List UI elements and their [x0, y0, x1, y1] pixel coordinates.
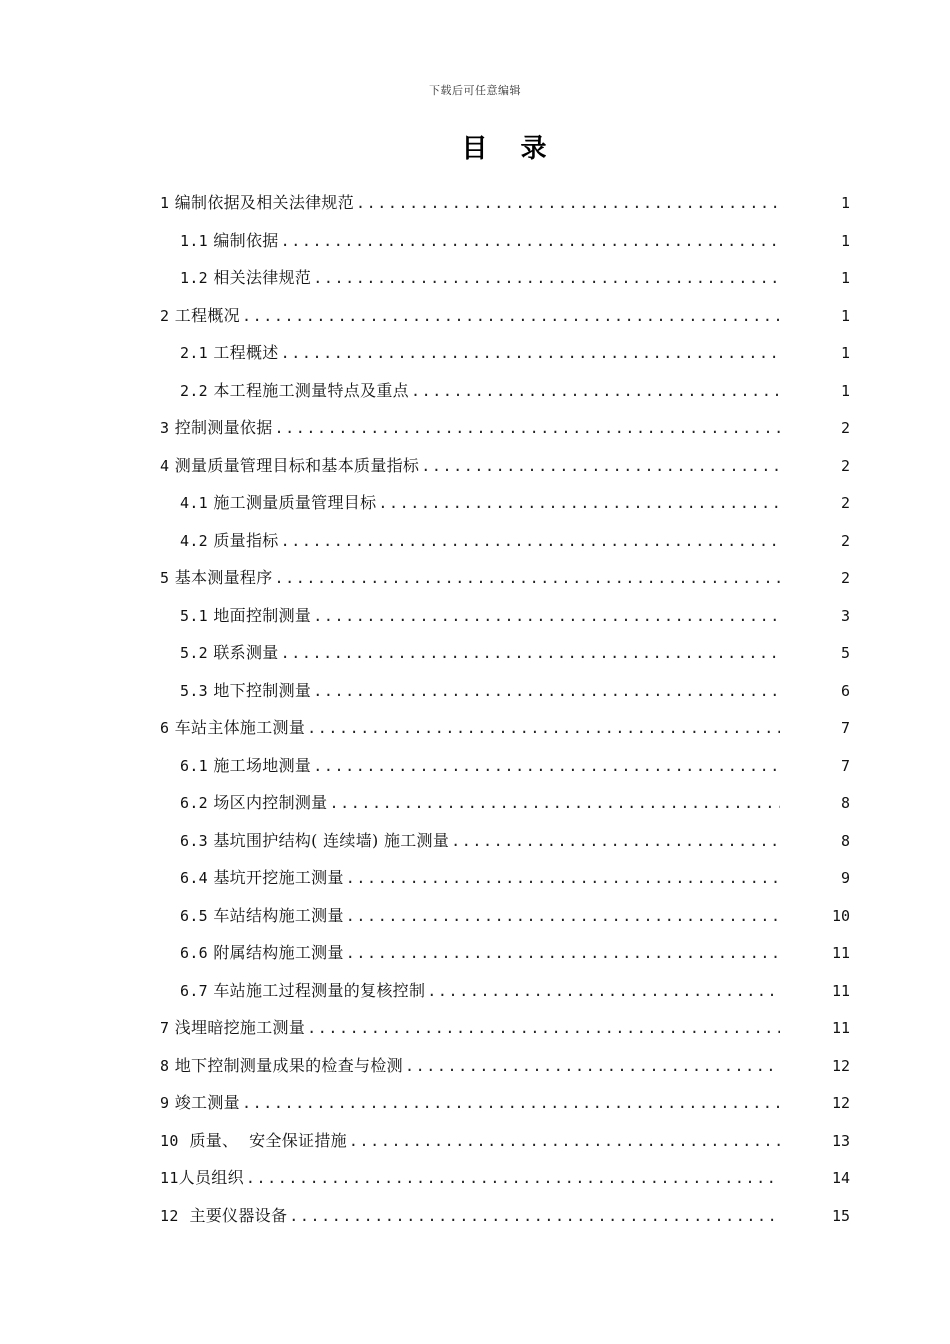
toc-entry-page: 7: [840, 719, 850, 737]
toc-list: [160, 184, 850, 1234]
toc-entry-page: 6: [840, 681, 850, 700]
toc-entry-title: [180, 634, 279, 673]
toc-entry-title: [160, 709, 305, 748]
toc-entry-page: 1: [840, 381, 850, 400]
dot-leader: [275, 410, 780, 448]
toc-entry-number: 6.6: [180, 944, 208, 962]
toc-entry-number: 5.1: [180, 606, 208, 625]
toc-entry-title: [180, 822, 449, 861]
toc-entry-text: 质量指标: [208, 530, 279, 550]
dot-leader: [346, 935, 780, 973]
dot-leader: [451, 823, 780, 861]
toc-entry[interactable]: [160, 672, 850, 710]
toc-entry-page: 8: [840, 831, 850, 850]
toc-entry[interactable]: [160, 784, 850, 822]
toc-entry-title: [180, 897, 344, 936]
toc-entry-text: 车站主体施工测量: [169, 718, 306, 737]
toc-entry-number: 6.7: [180, 981, 208, 1000]
toc-entry-text: 施工测量质量管理目标: [208, 493, 377, 512]
toc-entry[interactable]: [160, 334, 850, 372]
toc-entry-title: [160, 1159, 244, 1198]
toc-entry-title: [160, 1084, 240, 1123]
toc-entry-title: [160, 447, 419, 486]
toc-entry-title: [180, 222, 279, 261]
toc-entry[interactable]: [160, 597, 850, 635]
toc-entry-page: 13: [831, 1131, 850, 1150]
toc-title: 目 录: [461, 134, 559, 164]
toc-entry-page: 9: [840, 869, 850, 887]
toc-entry-text: 地面控制测量: [208, 605, 312, 625]
dot-leader: [281, 223, 780, 261]
toc-entry-page: 11: [831, 981, 850, 1000]
toc-entry-number: 10: [160, 1131, 179, 1150]
toc-entry-number: 4: [160, 456, 170, 475]
toc-entry-page: 2: [840, 494, 850, 512]
toc-entry-page: 5: [840, 644, 850, 662]
toc-entry[interactable]: [160, 222, 850, 260]
toc-entry-title: [180, 259, 311, 298]
toc-entry-title: [180, 784, 328, 823]
toc-entry-number: 11: [160, 1169, 179, 1187]
toc-entry-page: 2: [840, 569, 850, 587]
toc-entry-title: [160, 409, 273, 448]
toc-entry-text: 编制依据及相关法律规范: [169, 193, 355, 212]
toc-entry-title: [160, 184, 354, 223]
toc-entry-text: 联系测量: [208, 643, 279, 662]
toc-entry-text: 主要仪器设备: [178, 1205, 288, 1225]
toc-entry-text: 竣工测量: [169, 1093, 240, 1112]
toc-entry-number: 9: [160, 1094, 170, 1112]
toc-entry[interactable]: [160, 897, 850, 935]
toc-entry-text: 地下控制测量: [208, 680, 312, 700]
toc-entry[interactable]: [160, 822, 850, 860]
toc-entry[interactable]: [160, 522, 850, 560]
toc-entry-title: [180, 934, 344, 973]
toc-entry[interactable]: [160, 1159, 850, 1197]
dot-leader: [411, 373, 780, 411]
toc-entry-number: 5: [160, 569, 170, 587]
toc-entry-number: 1.2: [180, 269, 208, 287]
dot-leader: [275, 560, 780, 598]
toc-entry[interactable]: [160, 484, 850, 522]
dot-leader: [289, 1198, 780, 1236]
toc-entry-text: 人员组织: [178, 1168, 244, 1187]
toc-entry-number: 7: [160, 1019, 170, 1037]
toc-entry-text: 浅埋暗挖施工测量: [169, 1018, 306, 1037]
dot-leader: [405, 1048, 780, 1086]
toc-entry-title: [180, 334, 279, 373]
toc-entry[interactable]: [160, 934, 850, 972]
toc-entry[interactable]: [160, 409, 850, 447]
toc-entry-text: 车站结构施工测量: [208, 905, 344, 925]
toc-entry-page: 8: [840, 794, 850, 812]
toc-entry-text: 编制依据: [208, 230, 279, 250]
toc-entry-page: 11: [831, 1019, 850, 1037]
toc-entry-number: 2.1: [180, 344, 208, 362]
toc-entry-page: 12: [831, 1094, 850, 1112]
toc-entry-page: 1: [840, 306, 850, 325]
toc-entry-text: 工程概述: [208, 343, 279, 362]
toc-entry-text: 基坑围护结构( 连续墙) 施工测量: [208, 830, 450, 850]
toc-entry-number: 1.1: [180, 231, 208, 250]
toc-entry-text: 测量质量管理目标和基本质量指标: [169, 455, 420, 475]
toc-entry-page: 11: [831, 944, 850, 962]
toc-entry-text: 附属结构施工测量: [208, 943, 344, 962]
toc-entry-number: 4.2: [180, 531, 208, 550]
toc-entry-title: [180, 484, 376, 523]
toc-entry[interactable]: [160, 297, 850, 335]
toc-entry-text: 基坑开挖施工测量: [208, 868, 344, 887]
toc-entry-title: [180, 597, 311, 636]
toc-entry-page: 10: [831, 906, 850, 925]
dot-leader: [346, 860, 780, 898]
toc-entry-title: [180, 672, 311, 711]
toc-entry-text: 工程概况: [169, 305, 240, 325]
dot-leader: [307, 1010, 780, 1048]
toc-entry-page: 12: [831, 1056, 850, 1075]
dot-leader: [313, 673, 780, 711]
toc-entry-page: 1: [840, 194, 850, 212]
toc-entry-number: 5.3: [180, 681, 208, 700]
toc-entry-page: 7: [840, 756, 850, 775]
dot-leader: [281, 523, 780, 561]
toc-entry[interactable]: [160, 747, 850, 785]
toc-entry[interactable]: [160, 709, 850, 747]
toc-entry-text: 本工程施工测量特点及重点: [208, 380, 409, 400]
toc-entry-number: 6.1: [180, 756, 208, 775]
dot-leader: [313, 748, 780, 786]
toc-entry-number: 6.2: [180, 794, 208, 812]
toc-entry-number: 6.4: [180, 869, 208, 887]
toc-entry-title: [180, 747, 311, 786]
toc-entry-title: [160, 1197, 287, 1236]
toc-entry[interactable]: [160, 1009, 850, 1047]
toc-entry[interactable]: [160, 972, 850, 1010]
dot-leader: [242, 1085, 780, 1123]
toc-entry[interactable]: [160, 447, 850, 485]
dot-leader: [421, 448, 780, 486]
dot-leader: [346, 898, 780, 936]
toc-entry-number: 8: [160, 1056, 170, 1075]
toc-entry-page: 2: [840, 419, 850, 437]
toc-entry-page: 1: [840, 344, 850, 362]
toc-entry-number: 1: [160, 194, 170, 212]
dot-leader: [313, 260, 780, 298]
toc-entry-page: 14: [831, 1169, 850, 1187]
toc-entry[interactable]: [160, 1084, 850, 1122]
dot-leader: [281, 335, 780, 373]
dot-leader: [307, 710, 780, 748]
dot-leader: [246, 1160, 780, 1198]
toc-entry[interactable]: [160, 634, 850, 672]
dot-leader: [427, 973, 780, 1011]
toc-entry[interactable]: [160, 1122, 850, 1160]
toc-entry-number: 6.5: [180, 906, 208, 925]
toc-entry[interactable]: [160, 184, 850, 222]
toc-entry-title: [160, 559, 273, 598]
dot-leader: [330, 785, 781, 823]
toc-entry-number: 12: [160, 1206, 179, 1225]
dot-leader: [378, 485, 780, 523]
toc-entry-title: [180, 859, 344, 898]
toc-entry-page: 1: [840, 269, 850, 287]
toc-entry-number: 2: [160, 306, 170, 325]
toc-entry[interactable]: [160, 859, 850, 897]
toc-entry-title: [180, 522, 279, 561]
toc-entry[interactable]: [160, 1047, 850, 1085]
toc-entry[interactable]: [160, 372, 850, 410]
toc-entry-text: 场区内控制测量: [208, 793, 328, 812]
dot-leader: [349, 1123, 780, 1161]
header-note: 下载后可任意编辑: [429, 84, 521, 97]
dot-leader: [242, 298, 780, 336]
toc-entry-text: 相关法律规范: [208, 268, 312, 287]
toc-entry-title: [160, 1047, 403, 1086]
toc-entry-page: 2: [840, 531, 850, 550]
toc-entry-number: 2.2: [180, 381, 208, 400]
toc-entry-text: 施工场地测量: [208, 755, 312, 775]
toc-entry-text: 车站施工过程测量的复核控制: [208, 980, 426, 1000]
toc-entry-title: [180, 972, 425, 1011]
toc-entry-title: [160, 1009, 305, 1048]
toc-entry[interactable]: [160, 1197, 850, 1235]
dot-leader: [313, 598, 780, 636]
toc-entry-number: 6.3: [180, 831, 208, 850]
toc-entry-title: [160, 297, 240, 336]
dot-leader: [281, 635, 780, 673]
toc-entry-text: 控制测量依据: [169, 418, 273, 437]
toc-entry-title: [160, 1122, 347, 1161]
toc-entry-page: 3: [840, 606, 850, 625]
toc-entry-number: 4.1: [180, 494, 208, 512]
toc-entry-title: [180, 372, 409, 411]
dot-leader: [356, 185, 780, 223]
toc-entry-text: 基本测量程序: [169, 568, 273, 587]
toc-entry-number: 5.2: [180, 644, 208, 662]
toc-entry[interactable]: [160, 559, 850, 597]
toc-entry-number: 3: [160, 419, 170, 437]
toc-entry[interactable]: [160, 259, 850, 297]
toc-entry-number: 6: [160, 719, 170, 737]
toc-entry-page: 2: [840, 456, 850, 475]
toc-entry-text: 地下控制测量成果的检查与检测: [169, 1055, 403, 1075]
toc-entry-text: 质量、 安全保证措施: [178, 1130, 347, 1150]
toc-entry-page: 15: [831, 1206, 850, 1225]
toc-entry-page: 1: [840, 231, 850, 250]
